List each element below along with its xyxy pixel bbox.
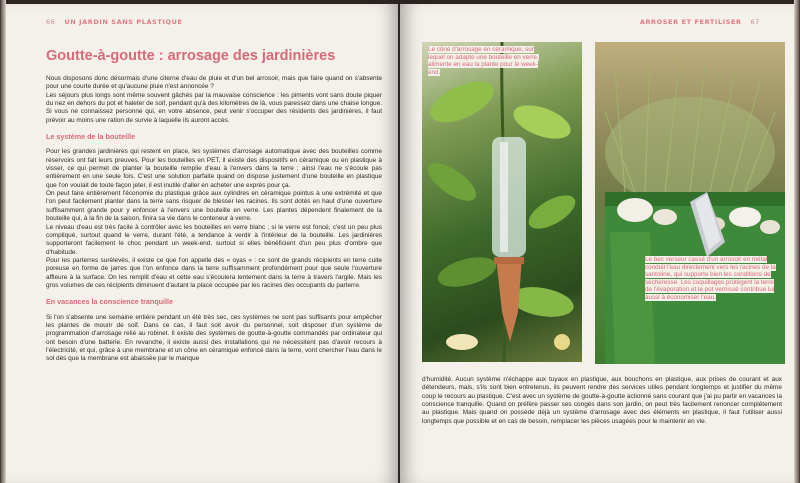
right-page-number: 67 (750, 18, 760, 26)
caption-top-text: Le cône d'arrosage en céramique, sur lequel on adapte une bouteille en verre, alimente en eau la plante pour le week-end. (428, 46, 539, 76)
section-heading-vacation: En vacances la conscience tranquille (46, 297, 174, 307)
photo-watering-cone (422, 42, 582, 362)
left-page-number: 66 (46, 18, 56, 26)
santoline-pot-illustration (595, 42, 785, 364)
continuation-paragraph: d'humidité. Aucun système n'échappe aux tuyaux en plastique, aux bouchons en plastique, aux prises de courant et aux détendeurs, mais, s'ils sont bien entretenus, ils peuvent rendre des services utiles pendant longtemps et justifier du même coup le recours au plastique. C'est avec un système de goutte-à-goutte actionné sans courant que j'ai pu partir en vacances la conscience tranquille. Quand on préfère passer ses congés dans son jardin, on peut très facilement renoncer complètement au plastique. Mais quand on possède déjà un système d'arrosage avec des éléments en plastique, il faut l'utiliser aussi longtemps que possible et en cas de besoin, remplacer les pièces usagées pour le maintenir en vie. (422, 376, 782, 425)
intro-paragraph: Les séjours plus longs sont même souvent gâchés par la mauvaise conscience : les piments vont sans doute piquer du nez en dehors du pot et haleter de soif, pendant qu'à des kilomètres de là, vous paressez dans une chaise longue. Si vous ne connaissez personne qui, en votre absence, peut venir s'occuper des résidents des jardinières, il faut prévoir au moins une ration de survie à laquelle ils auront accès. (46, 91, 382, 124)
book-spread (6, 4, 794, 483)
intro-paragraph: Nous disposons donc désormais d'une citerne d'eau de pluie et d'un bel arrosoir, mais que faire quand on s'absente pour une courte durée et qu'aucune pluie n'est annoncée ? (46, 75, 382, 91)
left-running-title: UN JARDIN SANS PLASTIQUE (64, 18, 183, 26)
caption-bottom (645, 256, 777, 302)
photo-santoline-pot (595, 42, 785, 364)
page-title: Goutte-à-goutte : arrosage des jardinières (46, 48, 336, 64)
section-heading-bottle: Le système de la bouteille (46, 132, 136, 142)
left-running-head (46, 18, 183, 26)
right-body-text (422, 376, 782, 426)
body-paragraph: On peut faire entièrement l'économie du plastique grâce aux cylindres en céramique pointus à une extrémité et que l'on peut facilement planter dans la terre sans risquer de blesser les racines. Ils sont dotés en haut d'une ouverture suffisamment grande pour y enfoncer à l'envers une bouteille en verre. Les plantes dépendent finalement de la bouteille qui, à la fin de la saison, finira sa vie dans le conteneur à verre. (46, 190, 382, 223)
right-running-head (640, 18, 760, 26)
left-page (6, 4, 398, 483)
right-page (400, 4, 794, 483)
caption-top (428, 46, 546, 76)
watering-cone-illustration (422, 42, 582, 362)
body-paragraph: Si l'on s'absente une semaine entière pendant un été très sec, ces systèmes ne sont pas suffisants pour empêcher les plantes de mourir de soif. Dans ce cas, il faut soit avoir du personnel, soit disposer d'un système de programmation d'arrosage relié au robinet. Il existe des systèmes de goutte-à-goutte commandés par ordinateur qui ont besoin d'une batterie. En revanche, il existe aussi des installations qui ne nécessitent pas d'avoir recours à l'électricité, et qui, grâce à une membrane et un cône en céramique enfoncé dans la terre, vont chercher l'eau dans le sol dès que la membrane est abaissée par le manque (46, 313, 382, 363)
body-paragraph: Pour les parterres surélevés, il existe ce que l'on appelle des « oyas » : ce sont de grands récipients en terre cuite poreuse en forme de jarres que l'on enfonce dans la terre suffisamment profondément pour que seule l'ouverture affleure à la surface. On les remplit d'eau et cette eau s'écoulera lentement dans la terre à travers l'argile. Mais les gros volumes de ces récipients diminuent d'autant la place occupée par les racines des occupants du parterre. (46, 256, 382, 289)
caption-bottom-text: Le bec verseur cassé d'un arrosoir en métal conduit l'eau directement vers les racines de la santoline, qui supporte bien les conditions de sécheresse. Les coquillages protègent la terre de l'évaporation et le pot vernissé contribue lui aussi à économiser l'eau. (645, 256, 776, 301)
book-edge-right (794, 0, 800, 483)
body-paragraph: Le niveau d'eau est très facile à contrôler avec les bouteilles en verre blanc ; si le verre est foncé, c'est un peu plus compliqué, surtout quand le verre, durant l'été, a tendance à verdir à l'intérieur de la bouteille. Les jardinières supporteront facilement le choc pendant un week-end, surtout si elles bénéficient d'un peu plus d'ombre que d'habitude. (46, 223, 382, 256)
right-running-title: ARROSER ET FERTILISER (639, 18, 742, 26)
left-body-text (46, 75, 382, 364)
body-paragraph: Pour les grandes jardinières qui restent en place, les systèmes d'arrosage automatique avec des bouteilles comme réservoirs ont fait leurs preuves. Pour les bouteilles en PET, il existe des dispositifs en céramique ou en plastique à visser, ce qui permet de planter la bouteille remplie d'eau à l'envers dans la terre ; ainsi l'eau ne s'écoule pas entièrement en une seule fois. C'est une solution parfaite quand on dispose justement d'une bouteille en plastique que l'on voulait de toute façon jeter, il est inutile d'aller en acheter une exprès pour ça. (46, 148, 382, 189)
